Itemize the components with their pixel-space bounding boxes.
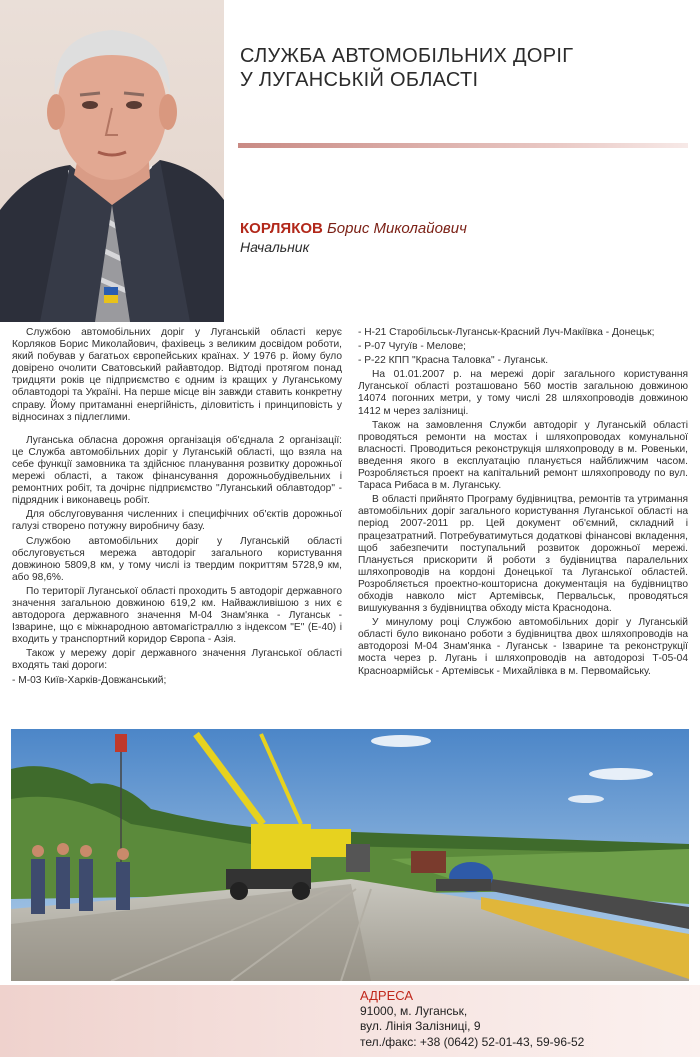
- page-title-line-2: У ЛУГАНСЬКІЙ ОБЛАСТІ: [240, 69, 479, 91]
- address-block: [360, 988, 584, 1050]
- paragraph: У минулому році Службою автомобільних доріг у Луганській області було виконано роботи з будівництва двох шляхопроводів на автодорозі М-04 Знам'янка - Луганськ - Ізварине та реконструкції моста через р. Лугань і шляхопроводів на автодорозі Т-05-04 Красноармійськ - Артемівськ - Михайлівка в м. Первомайську.: [358, 617, 688, 677]
- text-column-right: [358, 327, 688, 680]
- person-name: [240, 220, 467, 237]
- paragraph: Луганська обласна дорожня організація об'єднала 2 організації: це Служба автомобільних доріг у Луганській області, що взяла на себе функції замовника та здійснює планування розвитку дорожньої мережі області, а також фінансування дорожньобудівельних і ремонтних робіт, та дочірнє підприємство "Луганський облавтодор" - підрядник і виконавець робіт.: [12, 434, 342, 507]
- portrait-photo: [0, 0, 224, 322]
- address-line: вул. Лінія Залізниці, 9: [360, 1019, 481, 1033]
- road-construction-photo: [11, 729, 689, 981]
- paragraph: Для обслуговування численних і специфічних об'єктів дорожньої галузі створено потужну виробничу базу.: [12, 509, 342, 533]
- paragraph: Також у мережу доріг державного значення Луганської області входять такі дороги:: [12, 648, 342, 672]
- paragraph: По території Луганської області проходить 5 автодоріг державного значення загальною довжиною 619,2 км. Найважливішою з них є автодорога державного значення М-04 Знам'янка - Луганськ - Ізварине, що є міжнародною автомагістраллю з індексом "Е" (Е-40) і входить у транспортний коридор Європа - Азія.: [12, 585, 342, 646]
- list-item: - Н-21 Старобільськ-Луганськ-Красний Луч-Макіївка - Донецьк;: [358, 327, 655, 338]
- paragraph: Також на замовлення Служби автодоріг у Луганській області проводяться ремонти на мостах і шляхопроводах комунальної власності. Проводиться реконструкція шляхопроводу в м. Ровеньки, введення якого в експлуатацію планується найближчим часом. Розробляється проект на капітальний ремонт шляхопроводу по вул. Тараса Рибаса в м. Луганську.: [358, 419, 688, 492]
- person-position: Начальник: [240, 239, 310, 255]
- paragraph: На 01.01.2007 р. на мережі доріг загального користування Луганської області розташовано 560 мостів загальною довжиною 14074 погонних метри, у тому числі 28 шляхопроводів довжиною 1412 м через залізниці.: [358, 369, 688, 417]
- paragraph: В області прийнято Програму будівництва, ремонтів та утримання автомобільних доріг загального користування Луганської області на період 2007-2011 рр. Цей документ об'ємний, складний і працезатратний. Потребуватимуться додаткові фінансові вкладення, щоб забезпечити поступальний розвиток дорожньої мережі. Планується прискорити й роботи з будівництва паралельних шляхопроводів на кордоні Донецької та Луганської областей. Розробляється проектно-кошторисна документація на будівництво обходів навколо міст Артемівськ, Первальськ, проводяться вишукування з будівництва обходу міста Краснодона.: [358, 494, 688, 615]
- page-title-line-1: СЛУЖБА АВТОМОБІЛЬНИХ ДОРІГ: [240, 45, 574, 67]
- page-title: [240, 44, 680, 92]
- road-construction-illustration: [11, 729, 689, 981]
- person-given-names: Борис Миколайович: [327, 220, 467, 237]
- address-line: 91000, м. Луганськ,: [360, 1003, 468, 1018]
- title-divider: [238, 143, 688, 148]
- text-column-left: [12, 327, 342, 689]
- list-item: - Р-07 Чугуїв - Мелове;: [358, 341, 467, 353]
- address-footer: [0, 985, 700, 1057]
- list-item: - Р-22 КПП "Красна Таловка" - Луганськ.: [358, 355, 549, 367]
- portrait-illustration: [0, 0, 224, 322]
- person-surname: КОРЛЯКОВ: [240, 220, 323, 237]
- list-item: - М-03 Київ-Харків-Довжанський;: [12, 674, 167, 686]
- address-heading: АДРЕСА: [360, 988, 414, 1003]
- paragraph: Службою автомобільних доріг у Луганській області обслуговується мережа автодоріг загального користування довжиною 5809,8 км, у тому числі із твердим покриттям 5728,9 км, або 98,6%.: [12, 535, 342, 583]
- address-phone: тел./факс: +38 (0642) 52-01-43, 59-96-52: [360, 1034, 585, 1049]
- paragraph: Службою автомобільних доріг у Луганській області керує Корляков Борис Миколайович, фахівець з великим досвідом роботи, який побував у багатьох європейських країнах. У 1976 р. йому було довірено очолити Сватовський райавтодор. Відтоді протягом понад тридцяти років це підприємство є одним із кращих у Луганському облавтодорі та Україні. На перше місце він завжди ставить конкретну справу. Йому притаманні енергійність, діловитість і принциповість у відносинах з підлеглими.: [12, 327, 342, 423]
